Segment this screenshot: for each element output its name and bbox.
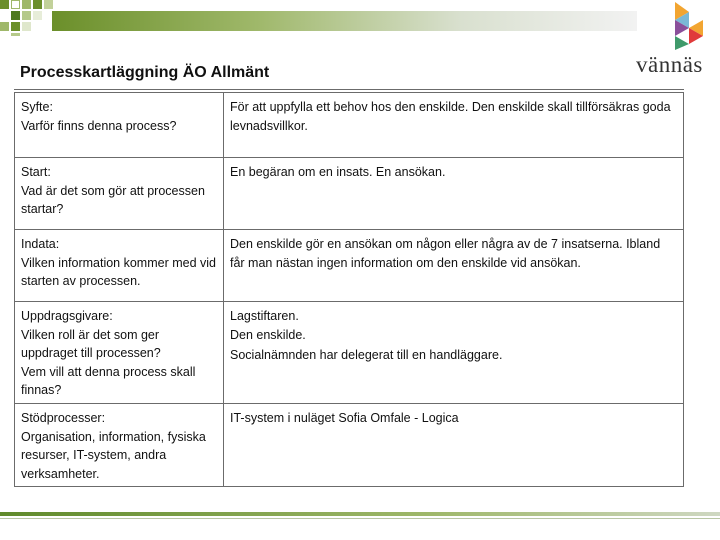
table-row	[15, 302, 684, 404]
footer-rule-thin	[0, 518, 720, 519]
question-cell	[15, 230, 224, 302]
header-banner	[0, 0, 720, 36]
answer-text: IT-system i nuläget Sofia Omfale - Logica	[230, 411, 459, 425]
header-gradient-band	[52, 11, 637, 31]
question-text: Organisation, information, fysiska resurser, IT-system, andra verksamheter.	[21, 429, 206, 481]
question-label: Syfte:	[21, 100, 53, 114]
answer-cell	[224, 230, 684, 302]
process-table	[14, 92, 684, 487]
table-row	[15, 93, 684, 158]
question-text: Vilken roll är det som ger uppdraget till processen?	[21, 327, 161, 360]
question-cell	[15, 404, 224, 487]
question-cell	[15, 302, 224, 404]
table-row	[15, 404, 684, 487]
table-row	[15, 230, 684, 302]
question-label: Stödprocesser:	[21, 411, 106, 425]
logo-shape-green	[675, 36, 689, 50]
question-text: Vilken information kommer med vid starten av processen.	[21, 255, 216, 288]
question-label: Uppdragsgivare:	[21, 309, 113, 323]
answer-text: För att uppfylla ett behov hos den enskilde. Den enskilde skall tillförsäkras goda levnadsvillkor.	[230, 100, 671, 133]
title-divider	[14, 89, 684, 90]
page-title: Processkartläggning ÄO Allmänt	[20, 64, 270, 81]
footer-rule	[0, 512, 720, 516]
answer-text: En begäran om en insats. En ansökan.	[230, 165, 446, 179]
answer-text: Den enskilde.	[230, 327, 306, 342]
answer-cell	[224, 404, 684, 487]
question-label: Indata:	[21, 237, 60, 251]
question-cell	[15, 93, 224, 158]
question-text: Vad är det som gör att processen startar?	[21, 183, 205, 216]
question-label: Start:	[21, 165, 51, 179]
logo-wordmark: vännäs	[636, 52, 703, 77]
answer-text: Socialnämnden har delegerat till en handläggare.	[230, 348, 503, 362]
answer-text: Lagstiftaren.	[230, 309, 299, 323]
answer-cell	[224, 158, 684, 230]
answer-cell	[224, 93, 684, 158]
question-text: Varför finns denna process?	[21, 118, 177, 133]
question-text-secondary: Vem vill att denna process skall finnas?	[21, 364, 196, 397]
answer-cell	[224, 302, 684, 404]
decorative-squares	[0, 0, 60, 36]
answer-text: Den enskilde gör en ansökan om någon eller några av de 7 insatserna. Ibland får man nästan ingen information om den enskilde vid ansökan.	[230, 237, 661, 270]
question-cell	[15, 158, 224, 230]
table-row	[15, 158, 684, 230]
